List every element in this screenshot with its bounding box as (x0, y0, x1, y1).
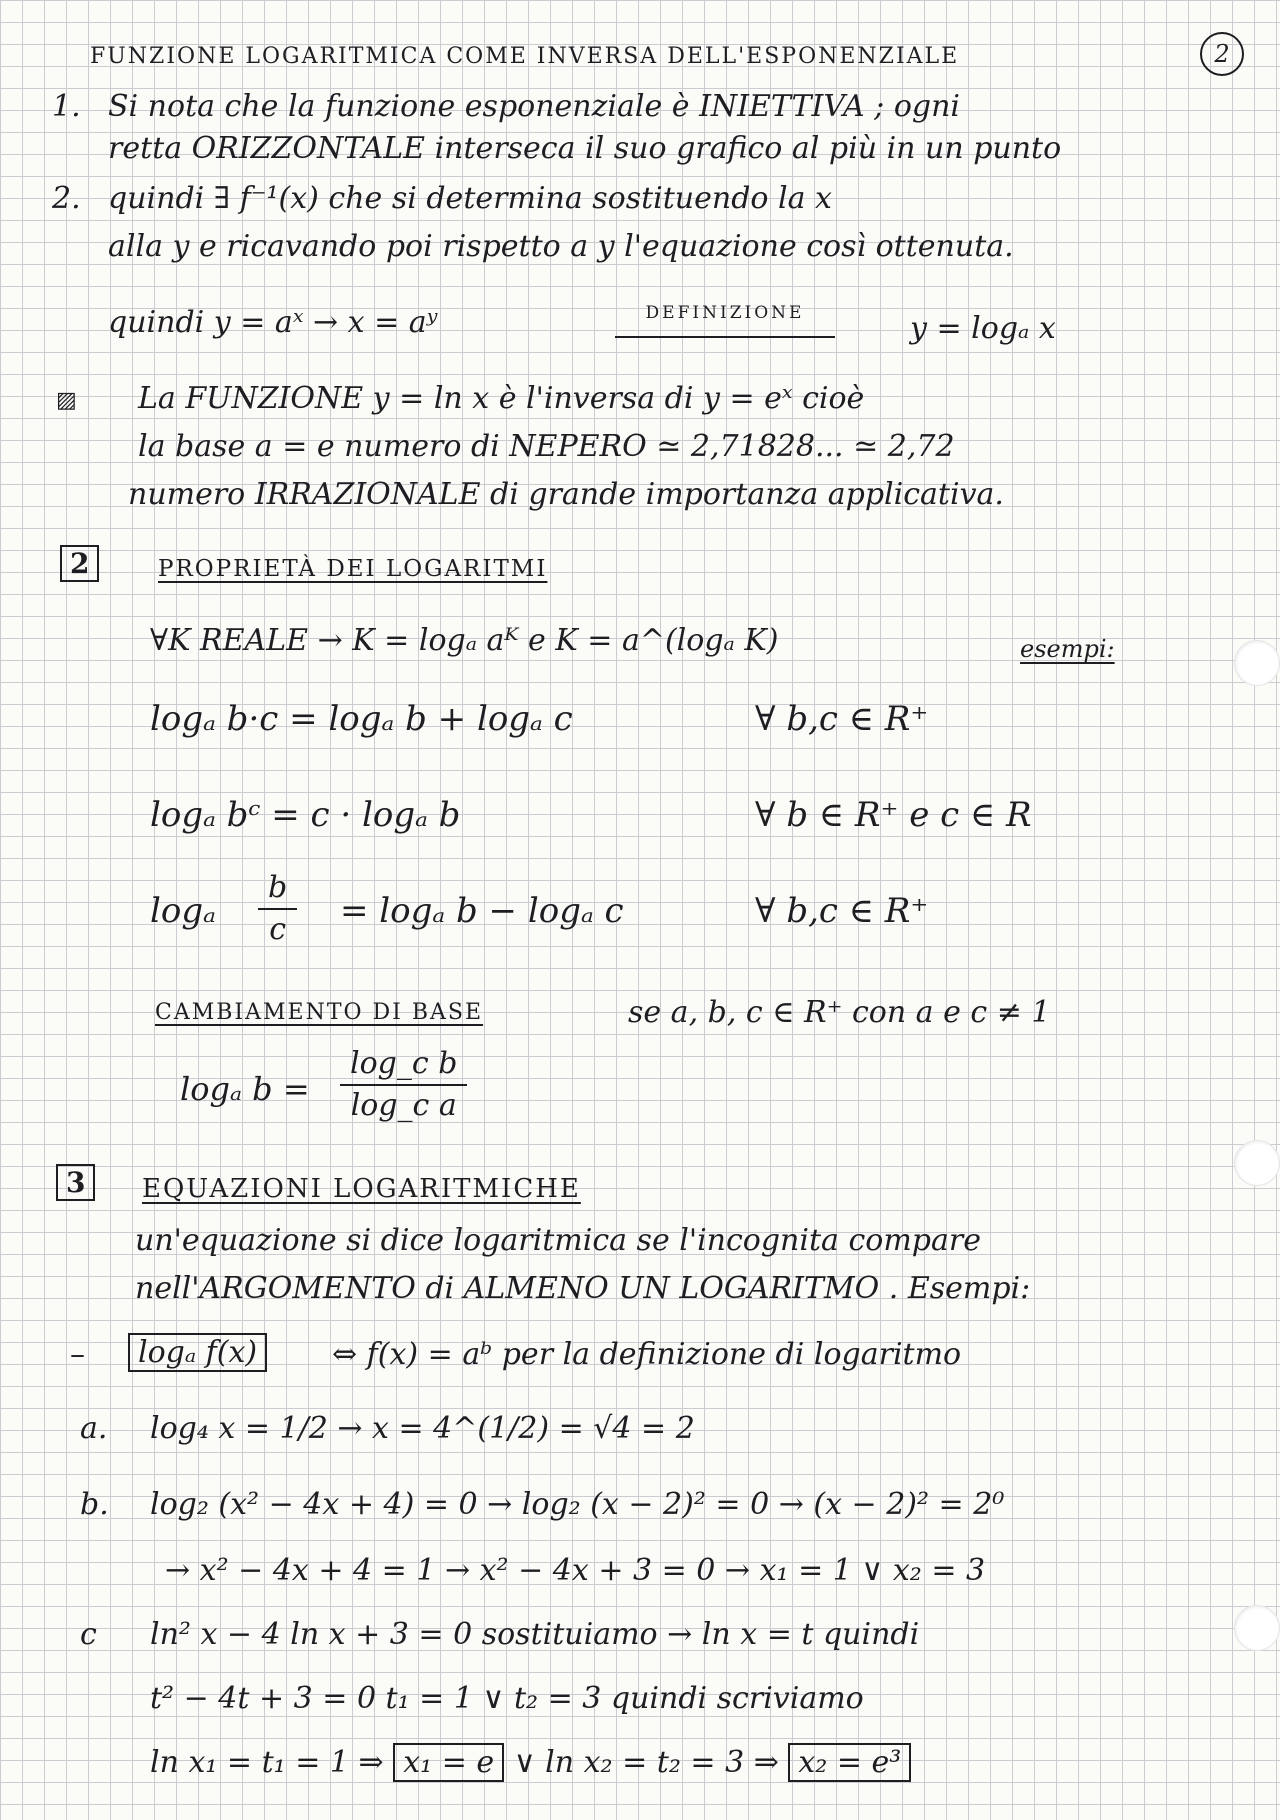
definition-arrow (615, 290, 835, 332)
example-a: log₄ x = 1/2 → x = 4^(1/2) = √4 = 2 (150, 1411, 695, 1446)
property-power: logₐ bᶜ = c · logₐ b (150, 795, 461, 835)
example-label: a. (80, 1411, 108, 1446)
fraction-denominator: log_c a (350, 1088, 457, 1123)
text-line: quindi ∃ f⁻¹(x) che si determina sostituendo la x (108, 181, 832, 216)
formula-line: quindi y = aˣ → x = aʸ (108, 305, 438, 340)
example-c-line1: ln² x − 4 ln x + 3 = 0 sostituiamo → ln x = t quindi (150, 1617, 920, 1652)
example-c-text: ln x₁ = t₁ = 1 ⇒ (150, 1745, 384, 1780)
solution-box: x₁ = e (393, 1743, 504, 1782)
change-of-base-condition: se a, b, c ∈ R⁺ con a e c ≠ 1 (628, 995, 1051, 1030)
section-number: 2 (60, 545, 99, 583)
text-line: La FUNZIONE y = ln x è l'inversa di y = eˣ cioè (138, 381, 865, 416)
text-line: alla y e ricavando poi rispetto a y l'equazione così ottenuta. (108, 229, 1014, 264)
text-line: Si nota che la funzione esponenziale è INIETTIVA ; ogni (108, 89, 960, 124)
change-of-base-fraction (340, 1044, 467, 1126)
property-product: logₐ b·c = logₐ b + logₐ c (150, 699, 573, 739)
solution-box: x₂ = e³ (788, 1743, 911, 1782)
fraction-numerator: b (258, 868, 297, 910)
property-condition: ∀ b ∈ R⁺ e c ∈ R (755, 795, 1032, 835)
examples-label: esempi: (1020, 635, 1115, 663)
definition-label: DEFINIZIONE (615, 294, 835, 332)
property-condition: ∀ b,c ∈ R⁺ (755, 699, 929, 739)
section-number: 3 (56, 1164, 95, 1202)
example-label: b. (80, 1487, 109, 1522)
property-quotient: = logₐ b − logₐ c (340, 891, 624, 931)
fraction-numerator: log_c b (340, 1044, 467, 1086)
text-line: nell'ARGOMENTO di ALMENO UN LOGARITMO . Esempi: (135, 1271, 1031, 1306)
example-c-text: ∨ ln x₂ = t₂ = 3 ⇒ (513, 1745, 779, 1780)
text-line: numero IRRAZIONALE di grande importanza applicativa. (128, 477, 1004, 512)
text-line: retta ORIZZONTALE interseca il suo grafico al più in un punto (108, 131, 1062, 166)
point-number: 1. (52, 89, 81, 124)
text-line: la base a = e numero di NEPERO ≃ 2,71828... ≃ 2,72 (138, 429, 955, 464)
section-title: PROPRIETÀ DEI LOGARITMI (158, 556, 548, 582)
rule-box: logₐ f(x) (128, 1333, 267, 1372)
punch-hole (1234, 640, 1280, 686)
page-title: FUNZIONE LOGARITMICA COME INVERSA DELL'ESPONENZIALE (90, 44, 960, 69)
property-quotient-fraction (258, 868, 297, 950)
page-number: 2 (1200, 32, 1244, 76)
property-quotient-log: logₐ (150, 891, 216, 931)
change-of-base-left: logₐ b = (180, 1070, 310, 1108)
example-c-line2: t² − 4t + 3 = 0 t₁ = 1 ∨ t₂ = 3 quindi scriviamo (150, 1681, 864, 1716)
point-number: 2. (52, 181, 81, 216)
property-condition: ∀ b,c ∈ R⁺ (755, 891, 929, 931)
text-line: un'equazione si dice logaritmica se l'incognita compare (135, 1223, 981, 1258)
example-b-line2: → x² − 4x + 4 = 1 → x² − 4x + 3 = 0 → x₁ = 1 ∨ x₂ = 3 (165, 1553, 986, 1588)
punch-hole (1234, 1605, 1280, 1651)
example-label: c (80, 1617, 97, 1652)
punch-hole (1234, 1140, 1280, 1186)
fraction-denominator: c (269, 912, 287, 947)
change-of-base-title: CAMBIAMENTO DI BASE (155, 1000, 484, 1025)
list-dash: – (70, 1337, 85, 1372)
example-c-line3 (150, 1744, 911, 1782)
formula-line: ∀K REALE → K = logₐ aᴷ e K = a^(logₐ K) (150, 623, 779, 658)
section-title: EQUAZIONI LOGARITMICHE (142, 1174, 581, 1204)
rule-box-wrapper (128, 1334, 267, 1372)
formula-line: y = logₐ x (910, 311, 1056, 346)
example-b-line1: log₂ (x² − 4x + 4) = 0 → log₂ (x − 2)² = 0 → (x − 2)² = 2⁰ (150, 1487, 1005, 1522)
pencil-mark-icon: ▨ (56, 388, 77, 413)
rule-text: ⇔ f(x) = aᵇ per la definizione di logaritmo (332, 1337, 962, 1372)
